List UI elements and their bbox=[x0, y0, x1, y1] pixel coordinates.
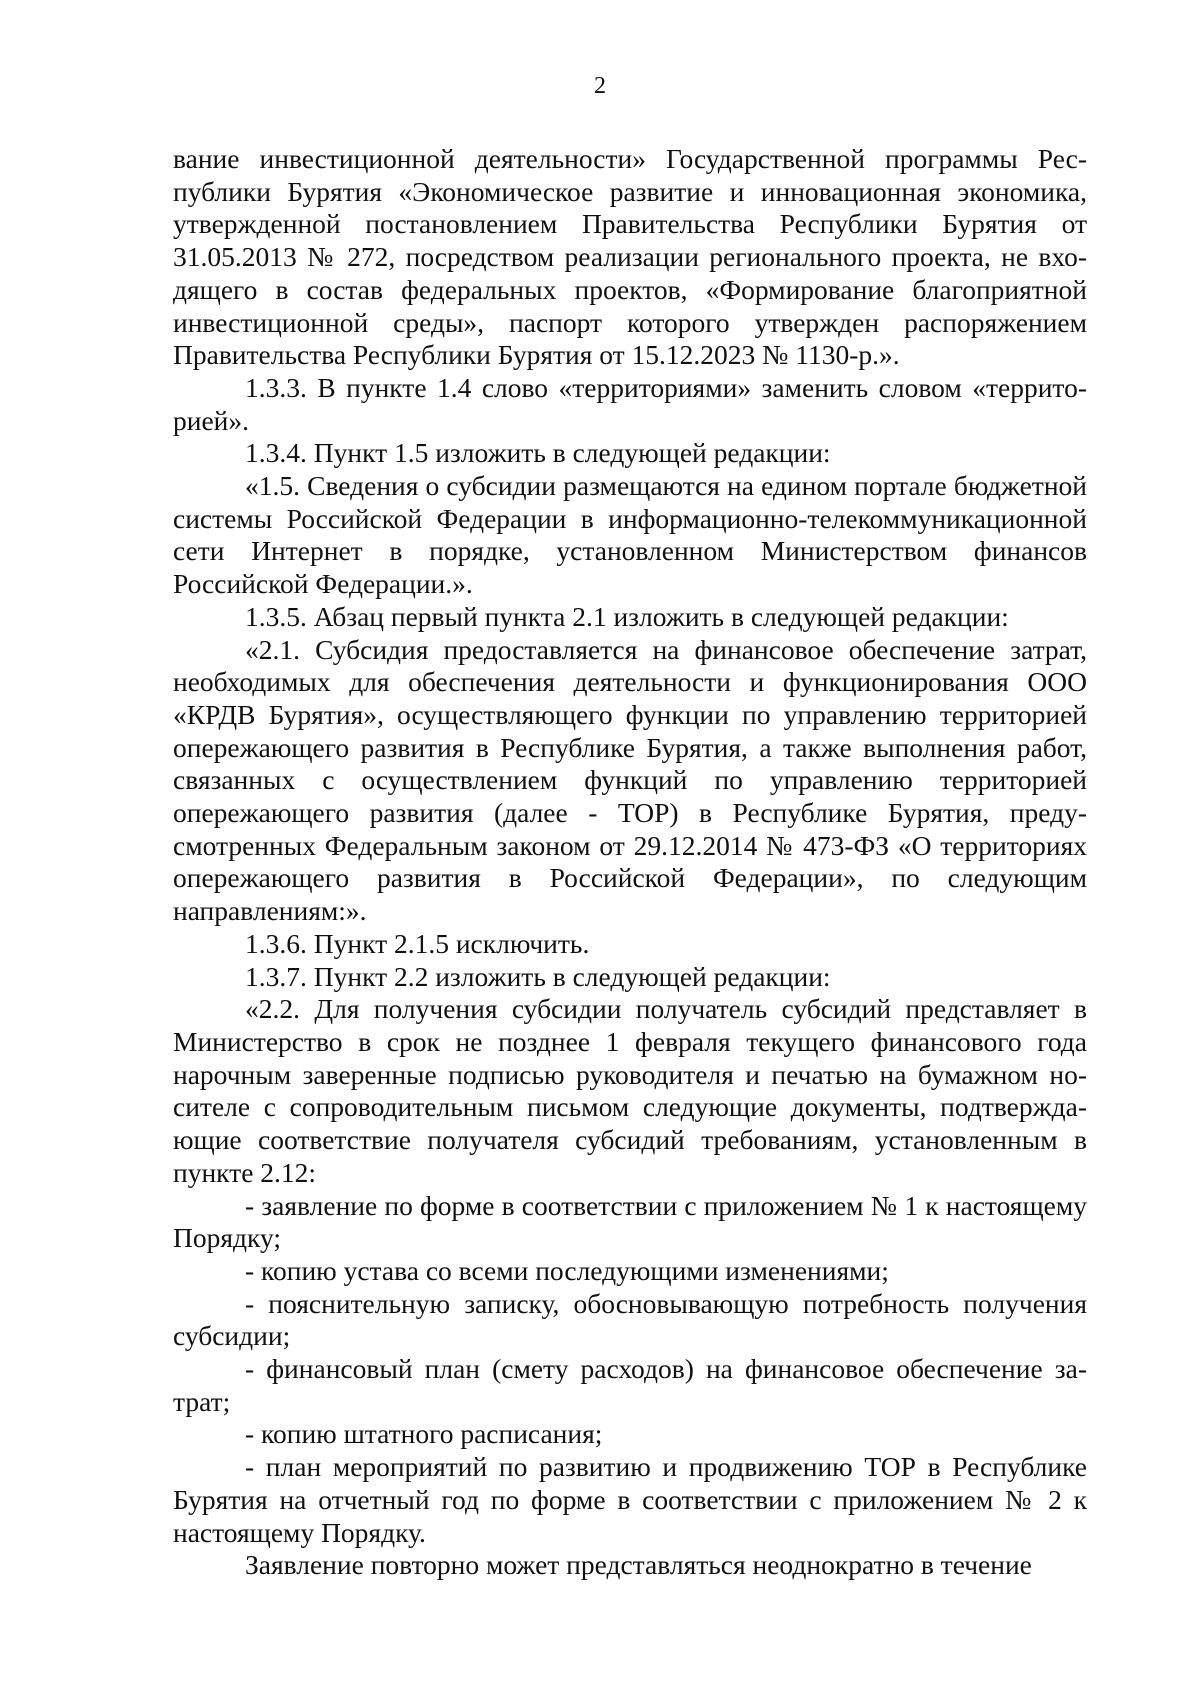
list-item-action-plan: - план мероприятий по развитию и продвижению ТОР в Республике Бурятия на отчетный год по форме в соответствии с приложением № 2 к настоящему Порядку. bbox=[173, 1451, 1087, 1548]
list-item-explanatory-note: - пояснительную записку, обосновывающую потребность получения субсидии; bbox=[173, 1287, 1087, 1352]
paragraph-quote-1-5: «1.5. Сведения о субсидии размещаются на едином портале бюджетной системы Российской Федерации в информационно-телекоммуникационной сети Интернет в порядке, установленном Министерством финансов Российской Федерации.». bbox=[173, 470, 1087, 600]
list-item-application: - заявление по форме в соответствии с приложением № 1 к настоящему Порядку; bbox=[173, 1189, 1087, 1254]
list-item-charter: - копию устава со всеми последующими изменениями; bbox=[245, 1254, 889, 1286]
paragraph-quote-2-1: «2.1. Субсидия предоставляется на финансовое обеспечение затрат, необходимых для обеспечения деятельности и функционирования ООО «КРДВ Бурятия», осуществляющего функции по управлению территорией опережающего развития в Республике Бурятия, а также выполнения работ, связанных с осуществлением функций по управлению территорией опережающего развития (далее - ТОР) в Республике Бурятия, предусмотренных Федеральным законом от 29.12.2014 № 473-ФЗ «О территориях опережающего развития в Российской Федерации», по следующим направлениям:». bbox=[173, 633, 1087, 927]
list-item-staff-schedule: - копию штатного расписания; bbox=[245, 1418, 603, 1450]
paragraph-quote-2-2: «2.2. Для получения субсидии получатель субсидий представляет в Министерство в срок не позднее 1 февраля текущего финансового года нарочным заверенные подписью руководителя и печатью на бумажном носителе с сопроводительным письмом следующие документы, подтверждающие соответствие получателя субсидий требованиям, установленным в пункте 2.12: bbox=[173, 993, 1087, 1188]
page-number: 2 bbox=[594, 73, 606, 99]
paragraph-1-3-7: 1.3.7. Пункт 2.2 изложить в следующей редакции: bbox=[245, 960, 831, 992]
document-body bbox=[173, 143, 1087, 1582]
paragraph-1-3-6: 1.3.6. Пункт 2.1.5 исключить. bbox=[245, 927, 590, 959]
paragraph-closing: Заявление повторно может представляться неоднократно в течение bbox=[245, 1549, 1032, 1581]
paragraph-1-3-5: 1.3.5. Абзац первый пункта 2.1 изложить в следующей редакции: bbox=[245, 600, 1009, 632]
paragraph-continuation: вание инвестиционной деятельности» Государственной программы Республики Бурятия «Экономическое развитие и инновационная экономика, утвержденной постановлением Правительства Республики Бурятия от 31.05.2013 № 272, посредством реализации регионального проекта, не входящего в состав федеральных проектов, «Формирование благоприятной инвестиционной среды», паспорт которого утвержден распоряжением Правительства Республики Бурятия от 15.12.2023 № 1130-р.». bbox=[173, 143, 1087, 371]
paragraph-1-3-3: 1.3.3. В пункте 1.4 слово «территориями» заменить словом «территорией». bbox=[173, 371, 1087, 436]
list-item-financial-plan: - финансовый план (смету расходов) на финансовое обеспечение затрат; bbox=[173, 1353, 1087, 1417]
paragraph-1-3-4: 1.3.4. Пункт 1.5 изложить в следующей редакции: bbox=[245, 437, 831, 469]
